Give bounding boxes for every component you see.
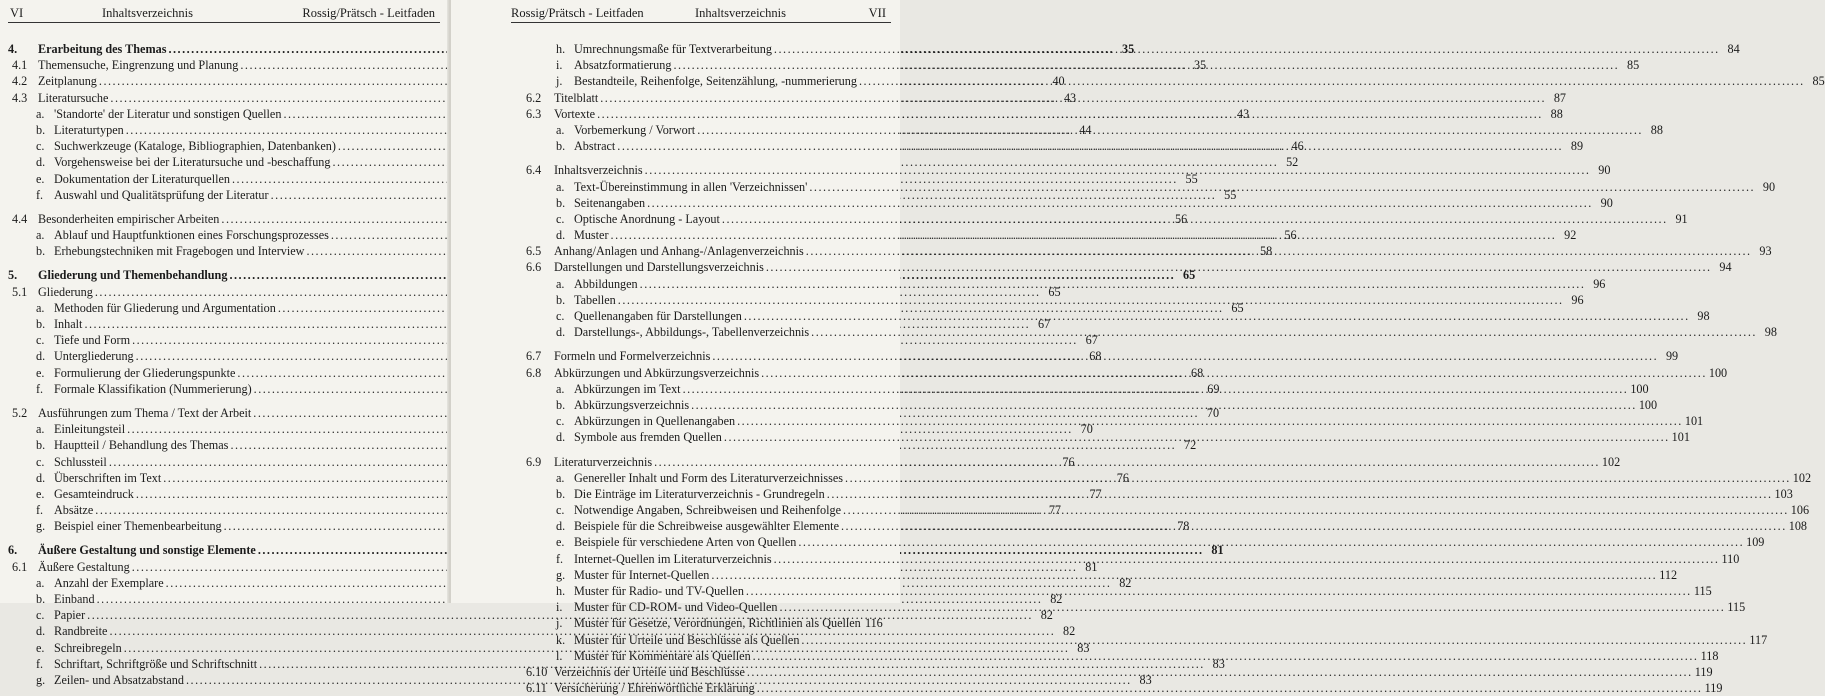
- entry-number: 6.4: [526, 163, 542, 178]
- entry-page: 43: [1237, 106, 1250, 121]
- entry-page: 69: [1207, 381, 1220, 396]
- entry-page: 65: [1048, 284, 1061, 299]
- entry-number: l.: [556, 648, 563, 663]
- entry-number: g.: [36, 519, 46, 534]
- entry-title: Dokumentation der Literaturquellen: [54, 171, 230, 186]
- entry-page: 109: [1746, 535, 1765, 550]
- entry-title: Abkürzungen in Quellenangaben: [574, 414, 736, 429]
- entry-number: j.: [556, 616, 563, 631]
- entry-number: 6.5: [526, 244, 542, 259]
- entry-title: Muster für Urteile und Beschlüsse als Quellen: [574, 632, 800, 647]
- leader-dots: [801, 632, 1747, 648]
- leader-dots: [611, 227, 1557, 243]
- entry-number: c.: [556, 309, 565, 323]
- entry-number: b.: [556, 195, 566, 210]
- entry-title: Hauptteil / Behandlung des Themas: [54, 438, 229, 453]
- header-rule: [8, 22, 440, 23]
- entry-title: Anhang/Anlagen und Anhang-/Anlagenverzeichnis: [554, 244, 804, 259]
- entry-page: 115: [1693, 584, 1712, 598]
- entry-title: Darstellungen und Darstellungsverzeichnis: [554, 260, 764, 275]
- leader-dots: [753, 648, 1699, 664]
- entry-number: 4.2: [12, 74, 28, 89]
- entry-page: 81: [1211, 543, 1224, 558]
- entry-title: Auswahl und Qualitätsprüfung der Literatur: [54, 187, 269, 202]
- entry-title: Methoden für Gliederung und Argumentation: [54, 300, 276, 315]
- entry-title: Äußere Gestaltung und sonstige Elemente: [38, 543, 256, 558]
- entry-page: 90: [1762, 179, 1776, 194]
- entry-title: Ablauf und Hauptfunktionen eines Forschungsprozesses: [54, 228, 329, 243]
- entry-page: 100: [1638, 397, 1658, 412]
- entry-number: f.: [556, 551, 564, 566]
- entry-page: 78: [1177, 519, 1190, 534]
- entry-title: Abstract: [574, 139, 616, 154]
- entry-page: 117: [1749, 632, 1768, 647]
- leader-dots: [737, 413, 1683, 429]
- entry-page: 91: [1675, 211, 1688, 226]
- leader-dots: [711, 567, 1657, 583]
- entry-title: Muster: [574, 228, 609, 243]
- entry-number: b.: [36, 244, 46, 259]
- leader-dots: [780, 599, 1726, 615]
- entry-page: 100: [1630, 381, 1649, 396]
- entry-number: d.: [556, 325, 566, 340]
- entry-number: b.: [556, 139, 566, 154]
- entry-page: 43: [1063, 90, 1077, 105]
- entry-title: Vorbemerkung / Vorwort: [574, 122, 696, 137]
- leader-dots: [617, 138, 1563, 154]
- entry-page: 88: [1650, 122, 1663, 137]
- entry-number: a.: [36, 300, 45, 315]
- entry-number: d.: [36, 349, 46, 364]
- entry-page: 118: [1700, 648, 1719, 663]
- leader-dots: [744, 308, 1690, 324]
- entry-title: Inhaltsverzeichnis: [554, 163, 643, 178]
- leader-dots: [597, 106, 1543, 122]
- leader-dots: [747, 664, 1693, 680]
- entry-number: 6.: [8, 543, 18, 558]
- entry-number: a.: [36, 228, 45, 243]
- leader-dots: [841, 518, 1787, 534]
- entry-page: 83: [1212, 656, 1225, 671]
- toc-entry: [526, 195, 1613, 211]
- leader-dots: [757, 680, 1703, 696]
- entry-number: a.: [556, 276, 565, 291]
- entry-title: Muster für Internet-Quellen: [574, 567, 710, 582]
- entry-page: 77: [1048, 503, 1062, 518]
- entry-number: b.: [36, 592, 46, 606]
- entry-title: Papier: [54, 608, 86, 623]
- entry-number: e.: [36, 365, 45, 380]
- entry-page: 101: [1671, 430, 1690, 445]
- entry-page: 70: [1206, 405, 1220, 420]
- entry-page: 44: [1079, 122, 1092, 137]
- entry-title: 'Standorte' der Literatur und sonstigen Quellen: [54, 106, 282, 121]
- entry-number: h.: [556, 42, 566, 56]
- toc-entry: [526, 680, 1723, 696]
- page-number: VI: [10, 6, 24, 20]
- entry-number: c.: [36, 139, 45, 154]
- entry-title: Vortexte: [554, 106, 596, 121]
- entry-number: a.: [556, 122, 565, 137]
- entry-number: e.: [36, 486, 45, 501]
- entry-title: Gesamteindruck: [54, 486, 134, 501]
- leader-dots: [697, 122, 1643, 138]
- entry-title: Literaturtypen: [54, 122, 124, 137]
- entry-number: 6.11: [526, 681, 547, 696]
- entry-title: Seitenangaben: [574, 195, 646, 210]
- entry-number: b.: [36, 438, 46, 453]
- entry-title: Überschriften im Text: [54, 470, 162, 485]
- entry-page: 89: [1570, 139, 1584, 154]
- entry-page: 94: [1719, 260, 1732, 275]
- entry-page: 108: [1788, 519, 1808, 534]
- leader-dots: [691, 397, 1637, 413]
- entry-page: 46: [1291, 139, 1304, 154]
- entry-number: c.: [556, 503, 565, 518]
- entry-title: Muster für Kommentare als Quellen: [574, 648, 751, 663]
- entry-title: Muster für Radio- und TV-Quellen: [574, 584, 744, 598]
- entry-number: a.: [36, 422, 45, 437]
- entry-page: 99: [1665, 349, 1679, 364]
- entry-number: d.: [556, 430, 566, 445]
- entry-number: 6.2: [526, 90, 542, 105]
- toc-entry: [526, 413, 1704, 429]
- entry-title: Notwendige Angaben, Schreibweisen und Reihenfolge: [574, 503, 842, 518]
- entry-title: Beispiele für die Schreibweise ausgewählter Elemente: [574, 519, 839, 534]
- entry-number: f.: [36, 381, 44, 396]
- entry-page: 56: [1174, 211, 1188, 226]
- leader-dots: [845, 470, 1791, 486]
- entry-title: Beispiele für verschiedene Arten von Quellen: [574, 535, 797, 550]
- toc-entry: [526, 534, 1765, 550]
- entry-page: 35: [1122, 42, 1135, 56]
- entry-page: 67: [1085, 333, 1098, 348]
- entry-number: g.: [556, 567, 566, 582]
- entry-title: Verzeichnis der Urteile und Beschlüsse: [554, 664, 745, 679]
- entry-title: Quellenangaben für Darstellungen: [574, 309, 742, 323]
- entry-number: e.: [36, 640, 45, 655]
- entry-page: 77: [1089, 486, 1102, 501]
- right-page-header: [451, 6, 900, 22]
- leader-dots: [712, 348, 1658, 364]
- entry-title: Untergliederung: [54, 349, 134, 364]
- entry-page: 82: [1050, 592, 1063, 606]
- entry-page: 58: [1260, 244, 1273, 259]
- entry-page: 85: [1627, 58, 1640, 73]
- leader-dots: [746, 583, 1692, 599]
- entry-number: d.: [36, 624, 46, 639]
- entry-number: 6.10: [526, 664, 548, 679]
- entry-number: a.: [556, 470, 565, 485]
- entry-title: Abbildungen: [574, 276, 638, 291]
- entry-title: Bestandteile, Reihenfolge, Seitenzählung, -nummerierung: [574, 74, 857, 89]
- entry-number: 4.1: [12, 58, 28, 73]
- entry-page: 98: [1764, 325, 1777, 340]
- running-authors: Rossig/Prätsch - Leitfaden: [511, 6, 644, 20]
- running-title: Inhaltsverzeichnis: [102, 6, 193, 20]
- leader-dots: [827, 486, 1773, 502]
- entry-title: Absatzformatierung: [574, 58, 672, 73]
- entry-page: 65: [1231, 300, 1244, 315]
- leader-dots: [809, 179, 1755, 195]
- leader-dots: [673, 57, 1619, 73]
- entry-title: Inhalt: [54, 317, 83, 331]
- entry-page: 90: [1598, 163, 1611, 178]
- entry-title: Randbreite: [54, 624, 108, 639]
- entry-title: Muster für CD-ROM- und Video-Quellen: [574, 600, 778, 615]
- entry-page: 101: [1684, 414, 1704, 429]
- entry-number: a.: [556, 381, 565, 396]
- leader-dots: [722, 211, 1668, 227]
- entry-page: 96: [1571, 292, 1584, 307]
- entry-title: Literaturverzeichnis: [554, 454, 653, 469]
- entry-title: Symbole aus fremden Quellen: [574, 430, 722, 445]
- entry-title: Formale Klassifikation (Nummerierung): [54, 381, 252, 396]
- entry-title: Muster für Gesetze, Verordnungen, Richtlinien als Quellen: [574, 616, 861, 631]
- entry-page: 90: [1600, 195, 1613, 210]
- entry-page: 93: [1759, 244, 1772, 259]
- entry-number: c.: [36, 608, 45, 623]
- entry-title: Vorgehensweise bei der Literatursuche und -beschaffung: [54, 155, 331, 170]
- entry-number: a.: [36, 106, 45, 121]
- leader-dots: [618, 292, 1564, 308]
- entry-page: 115: [1727, 600, 1746, 615]
- entry-number: b.: [556, 397, 566, 412]
- entry-title: Einleitungsteil: [54, 422, 126, 437]
- entry-title: Literatursuche: [38, 90, 109, 105]
- entry-title: Text-Übereinstimmung in allen 'Verzeichnissen': [574, 179, 808, 194]
- entry-page: 81: [1085, 559, 1098, 574]
- entry-page: 119: [1704, 681, 1723, 696]
- entry-title: Erarbeitung des Themas: [38, 42, 167, 56]
- entry-page: 67: [1038, 317, 1051, 331]
- entry-title: Erhebungstechniken mit Fragebogen und Interview: [54, 244, 305, 259]
- entry-number: 6.9: [526, 454, 542, 469]
- entry-number: 4.4: [12, 211, 28, 226]
- entry-title: Formeln und Formelverzeichnis: [554, 349, 711, 364]
- entry-page: 82: [1119, 575, 1132, 590]
- entry-page: 112: [1659, 567, 1678, 582]
- entry-number: 6.1: [12, 559, 28, 574]
- entry-page: 56: [1284, 228, 1297, 243]
- page-number: VII: [868, 6, 886, 20]
- leader-dots: [811, 324, 1757, 340]
- entry-page: 65: [1183, 268, 1196, 283]
- entry-number: c.: [36, 333, 45, 348]
- entry-number: b.: [556, 292, 566, 307]
- entry-number: 4.: [8, 42, 18, 56]
- entry-title: Abkürzungsverzeichnis: [574, 397, 690, 412]
- entry-number: 5.2: [12, 405, 28, 420]
- leader-dots: [761, 365, 1707, 381]
- entry-number: d.: [36, 155, 46, 170]
- entry-page: 110: [1721, 551, 1740, 566]
- entry-number: c.: [36, 454, 45, 469]
- entry-page: 100: [1708, 365, 1728, 380]
- entry-page: 119: [1694, 664, 1713, 679]
- leader-dots: [645, 162, 1591, 178]
- entry-number: j.: [556, 74, 563, 89]
- running-authors: Rossig/Prätsch - Leitfaden: [302, 6, 435, 20]
- entry-title: Gliederung: [38, 284, 93, 299]
- entry-title: Gliederung und Themenbehandlung: [38, 268, 228, 283]
- entry-title: Themensuche, Eingrenzung und Planung: [38, 58, 239, 73]
- entry-page: 76: [1116, 470, 1129, 485]
- entry-title: Anzahl der Exemplare: [54, 575, 164, 590]
- entry-page: 102: [1792, 470, 1812, 485]
- entry-page: 103: [1774, 486, 1793, 501]
- entry-number: k.: [556, 632, 566, 647]
- entry-title: Abkürzungen im Text: [574, 381, 681, 396]
- entry-title: Genereller Inhalt und Form des Literaturverzeichnisses: [574, 470, 844, 485]
- entry-page: 96: [1593, 276, 1606, 291]
- entry-page: 83: [1139, 672, 1152, 687]
- entry-title: Optische Anordnung - Layout: [574, 211, 720, 226]
- entry-number: c.: [556, 211, 565, 226]
- entry-page: 70: [1080, 422, 1093, 437]
- entry-number: f.: [36, 187, 44, 202]
- toc-entry: [526, 259, 1732, 275]
- entry-number: h.: [556, 584, 566, 598]
- leader-dots: [843, 502, 1789, 518]
- entry-page: 92: [1564, 228, 1577, 243]
- entry-title: Suchwerkzeuge (Kataloge, Bibliographien, Datenbanken): [54, 139, 336, 154]
- entry-number: e.: [556, 535, 565, 550]
- entry-number: 4.3: [12, 90, 28, 105]
- entry-title: Versicherung / Ehrenwörtliche Erklärung: [554, 681, 755, 696]
- entry-number: 5.: [8, 268, 18, 283]
- entry-number: d.: [556, 519, 566, 534]
- entry-title: Tabellen: [574, 292, 616, 307]
- entry-page: 52: [1286, 155, 1299, 170]
- entry-number: c.: [556, 414, 565, 429]
- entry-title: Äußere Gestaltung: [38, 559, 130, 574]
- entry-page: 68: [1089, 349, 1102, 364]
- left-page-header: [0, 6, 449, 22]
- entry-number: b.: [556, 486, 566, 501]
- entry-number: i.: [556, 58, 563, 73]
- toc-entry: [526, 365, 1728, 381]
- entry-title: Umrechnungsmaße für Textverarbeitung: [574, 42, 772, 56]
- leader-dots: [600, 90, 1546, 106]
- entry-number: 6.8: [526, 365, 542, 380]
- entry-number: i.: [556, 600, 563, 615]
- entry-page: 116: [864, 616, 883, 631]
- entry-page: 102: [1601, 454, 1621, 469]
- leader-dots: [683, 381, 1629, 397]
- entry-number: f.: [36, 503, 44, 518]
- entry-title: Titelblatt: [554, 90, 599, 105]
- entry-number: d.: [36, 470, 46, 485]
- entry-page: 84: [1727, 42, 1740, 56]
- entry-title: Die Einträge im Literaturverzeichnis - Grundregeln: [574, 486, 825, 501]
- entry-number: a.: [556, 179, 565, 194]
- leader-dots: [724, 429, 1670, 445]
- entry-number: 6.7: [526, 349, 542, 364]
- entry-title: Schriftart, Schriftgröße und Schriftschnitt: [54, 656, 258, 671]
- entry-page: 35: [1193, 58, 1207, 73]
- entry-title: Zeilen- und Absatzabstand: [54, 672, 184, 687]
- entry-number: 6.3: [526, 106, 542, 121]
- entry-title: Formulierung der Gliederungspunkte: [54, 365, 236, 380]
- entry-title: Beispiel einer Themenbearbeitung: [54, 519, 222, 534]
- entry-title: Absätze: [54, 503, 94, 518]
- entry-title: Tiefe und Form: [54, 333, 131, 348]
- entry-title: Ausführungen zum Thema / Text der Arbeit: [38, 405, 252, 420]
- entry-page: 83: [1077, 640, 1090, 655]
- entry-title: Internet-Quellen im Literaturverzeichnis: [574, 551, 772, 566]
- leader-dots: [806, 243, 1752, 259]
- entry-title: Schlussteil: [54, 454, 107, 469]
- entry-page: 68: [1190, 365, 1204, 380]
- entry-page: 76: [1062, 454, 1075, 469]
- entry-title: Zeitplanung: [38, 74, 97, 89]
- entry-number: 5.1: [12, 284, 28, 299]
- entry-page: 55: [1185, 171, 1198, 186]
- entry-number: 6.6: [526, 260, 542, 275]
- entry-title: Darstellungs-, Abbildungs-, Tabellenverzeichnis: [574, 325, 810, 340]
- entry-title: Abkürzungen und Abkürzungsverzeichnis: [554, 365, 760, 380]
- entry-page: 72: [1184, 438, 1197, 453]
- entry-title: Schreibregeln: [54, 640, 122, 655]
- entry-number: b.: [36, 317, 46, 331]
- leader-dots: [774, 551, 1720, 567]
- entry-page: 98: [1697, 309, 1710, 323]
- entry-page: 82: [1040, 608, 1053, 623]
- toc-entry: [8, 405, 1220, 421]
- entry-number: d.: [556, 228, 566, 243]
- toc-entry: [8, 672, 1152, 688]
- entry-page: 85: [1812, 74, 1825, 89]
- entry-number: b.: [36, 122, 46, 137]
- entry-number: g.: [36, 672, 46, 687]
- entry-number: a.: [36, 575, 45, 590]
- leader-dots: [798, 534, 1744, 550]
- leader-dots: [647, 195, 1593, 211]
- header-rule: [511, 22, 891, 23]
- leader-dots: [859, 73, 1805, 89]
- leader-dots: [774, 41, 1720, 57]
- entry-number: e.: [36, 171, 45, 186]
- entry-page: 87: [1553, 90, 1566, 105]
- entry-title: Besonderheiten empirischer Arbeiten: [38, 211, 220, 226]
- entry-page: 82: [1063, 624, 1076, 639]
- entry-title: Einband: [54, 592, 95, 606]
- leader-dots: [640, 276, 1586, 292]
- leader-dots: [766, 259, 1712, 275]
- toc-entry: [8, 154, 1299, 170]
- entry-page: 40: [1052, 74, 1065, 89]
- entry-page: 88: [1550, 106, 1563, 121]
- entry-page: 106: [1790, 503, 1810, 518]
- leader-dots: [654, 454, 1600, 470]
- entry-page: 55: [1224, 187, 1237, 202]
- entry-number: f.: [36, 656, 44, 671]
- running-title: Inhaltsverzeichnis: [695, 6, 786, 20]
- toc-entry: [526, 615, 882, 631]
